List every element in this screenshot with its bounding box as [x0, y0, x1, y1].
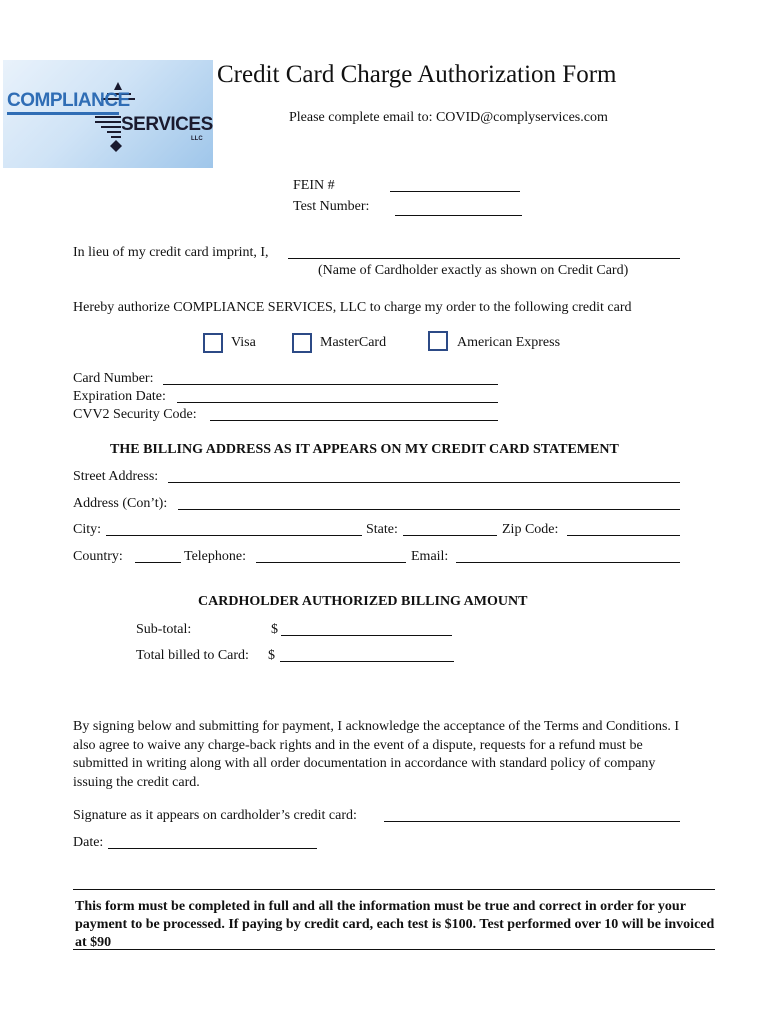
- signature-field[interactable]: [384, 821, 680, 822]
- cvv-label: CVV2 Security Code:: [73, 407, 197, 422]
- test-number-field[interactable]: [395, 215, 522, 216]
- subtotal-label: Sub-total:: [136, 622, 192, 637]
- company-logo: [3, 60, 213, 168]
- city-label: City:: [73, 522, 102, 537]
- email-field[interactable]: [456, 562, 680, 563]
- expiration-label: Expiration Date:: [73, 389, 166, 404]
- lieu-label: In lieu of my credit card imprint, I,: [73, 245, 269, 260]
- amex-label: American Express: [457, 335, 561, 350]
- card-number-field[interactable]: [163, 384, 498, 385]
- amount-heading: CARDHOLDER AUTHORIZED BILLING AMOUNT: [198, 594, 528, 609]
- terms-paragraph: By signing below and submitting for payment, I acknowledge the acceptance of the Terms and Conditions. I also agree to waive any charge-back rights and in the event of a dispute, requests for a refund must be submitted in writing along with all order documentation in accordance with standard policy of company issuing the credit card.: [73, 719, 680, 790]
- visa-checkbox[interactable]: [203, 333, 223, 353]
- total-field[interactable]: [280, 661, 454, 662]
- total-currency: $: [268, 648, 275, 663]
- fein-field[interactable]: [390, 191, 520, 192]
- date-field[interactable]: [108, 848, 317, 849]
- state-label: State:: [366, 522, 398, 537]
- zip-field[interactable]: [567, 535, 680, 536]
- mastercard-label: MasterCard: [320, 335, 387, 350]
- signature-label: Signature as it appears on cardholder’s credit card:: [73, 808, 357, 823]
- footer-notice: [73, 889, 715, 950]
- subtotal-currency: $: [271, 622, 278, 637]
- expiration-field[interactable]: [177, 402, 498, 403]
- telephone-field[interactable]: [256, 562, 406, 563]
- address-cont-field[interactable]: [178, 509, 680, 510]
- telephone-label: Telephone:: [184, 549, 246, 564]
- zip-label: Zip Code:: [502, 522, 559, 537]
- fein-label: FEIN #: [293, 178, 335, 193]
- date-label: Date:: [73, 835, 104, 850]
- street-field[interactable]: [168, 482, 680, 483]
- email-label: Email:: [411, 549, 449, 564]
- mastercard-checkbox[interactable]: [292, 333, 312, 353]
- footer-text: This form must be completed in full and all the information must be true and correct in order for your payment to be processed. If paying by credit card, each test is $100. Test performed over 10 will be invoiced at $90: [75, 899, 715, 950]
- address-cont-label: Address (Con’t):: [73, 496, 168, 511]
- amex-checkbox[interactable]: [428, 331, 448, 351]
- subtotal-field[interactable]: [281, 635, 452, 636]
- cvv-field[interactable]: [210, 420, 498, 421]
- page-title: Credit Card Charge Authorization Form: [217, 61, 617, 88]
- test-number-label: Test Number:: [293, 199, 370, 214]
- total-label: Total billed to Card:: [136, 648, 249, 663]
- card-number-label: Card Number:: [73, 371, 154, 386]
- state-field[interactable]: [403, 535, 497, 536]
- country-field[interactable]: [135, 562, 181, 563]
- cardholder-name-caption: (Name of Cardholder exactly as shown on Credit Card): [318, 263, 629, 278]
- city-field[interactable]: [106, 535, 362, 536]
- billing-heading: THE BILLING ADDRESS AS IT APPEARS ON MY CREDIT CARD STATEMENT: [110, 442, 619, 457]
- logo-line2: SERVICES: [121, 114, 213, 135]
- country-label: Country:: [73, 549, 123, 564]
- authorize-text: Hereby authorize COMPLIANCE SERVICES, LLC to charge my order to the following credit card: [73, 300, 632, 315]
- cardholder-name-field[interactable]: [288, 258, 680, 259]
- email-instruction: Please complete email to: COVID@complyservices.com: [289, 110, 608, 125]
- logo-line3: LLC: [191, 136, 203, 142]
- visa-label: Visa: [231, 335, 256, 350]
- logo-line1: COMPLIANCE: [7, 90, 130, 111]
- street-label: Street Address:: [73, 469, 159, 484]
